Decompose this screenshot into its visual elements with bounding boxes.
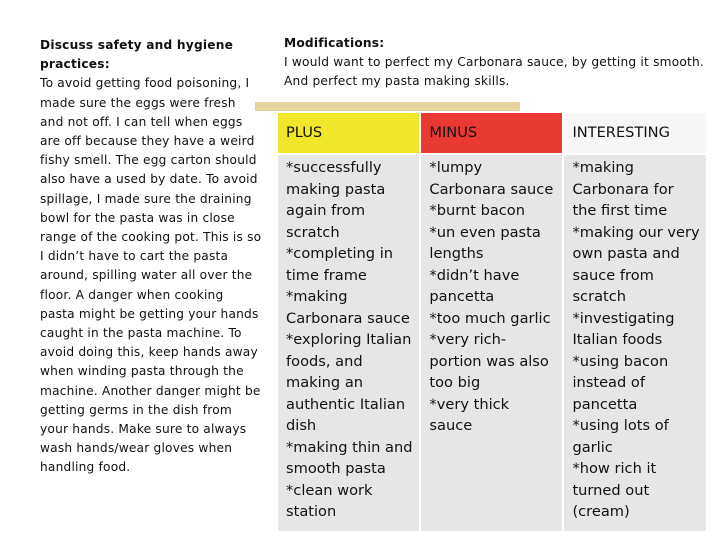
modifications-heading: Modifications:	[284, 36, 385, 50]
plus-header: PLUS	[278, 113, 419, 153]
pmi-body-row	[278, 155, 706, 531]
interesting-item: *investigating Italian foods	[572, 309, 675, 348]
plus-item: *making Carbonara sauce	[286, 288, 410, 327]
minus-item: *didn’t have pancetta	[429, 266, 520, 305]
safety-hygiene-heading: Discuss safety and hygiene practices:	[40, 38, 234, 72]
plus-cell	[278, 155, 419, 531]
interesting-header: INTERESTING	[564, 113, 706, 153]
modifications-section	[284, 34, 704, 91]
interesting-item: *making our very own pasta and sauce from scratch	[572, 223, 700, 305]
safety-hygiene-section	[40, 36, 262, 478]
interesting-item: *making Carbonara for the first time	[572, 159, 674, 219]
safety-hygiene-body: To avoid getting food poisoning, I made sure the eggs were fresh and not off. I can tell when eggs are off because they have a weird fishy smell. The egg carton should also have a used by date. To avoid spillage, I made sure the draining bowl for the pasta was in close range of the cooking pot. This is so I didn’t have to cart the pasta around, spilling water all over the floor. A danger when cooking pasta might be getting your hands caught in the pasta machine. To avoid doing this, keep hands away when winding pasta through the machine. Another danger might be getting germs in the dish from your hands. Make sure to always wash hands/wear gloves when handling food.	[40, 76, 262, 475]
pmi-table	[276, 111, 708, 533]
plus-item: *completing in time frame	[286, 245, 393, 284]
minus-item: *un even pasta lengths	[429, 223, 541, 262]
modifications-body: I would want to perfect my Carbonara sauce, by getting it smooth. And perfect my pasta making skills.	[284, 55, 704, 88]
minus-item: *too much garlic	[429, 309, 551, 327]
minus-cell	[421, 155, 562, 531]
minus-item: *burnt bacon	[429, 202, 525, 219]
interesting-cell	[564, 155, 706, 531]
plus-item: *making thin and smooth pasta	[286, 438, 413, 477]
interesting-item: *how rich it turned out (cream)	[572, 460, 657, 520]
minus-item: *very thick sauce	[429, 395, 510, 434]
highlight-bar	[255, 102, 520, 111]
minus-item: *lumpy Carbonara sauce	[429, 159, 554, 198]
minus-item: *very rich- portion was also too big	[429, 331, 549, 391]
plus-item: *successfully making pasta again from scratch	[286, 159, 386, 241]
plus-item: *clean work station	[286, 481, 373, 520]
minus-header: MINUS	[421, 113, 562, 153]
pmi-header-row	[278, 113, 706, 153]
interesting-item: *using bacon instead of pancetta	[572, 352, 669, 413]
interesting-item: *using lots of garlic	[572, 417, 669, 456]
plus-item: *exploring Italian foods, and making an authentic Italian dish	[286, 331, 412, 434]
